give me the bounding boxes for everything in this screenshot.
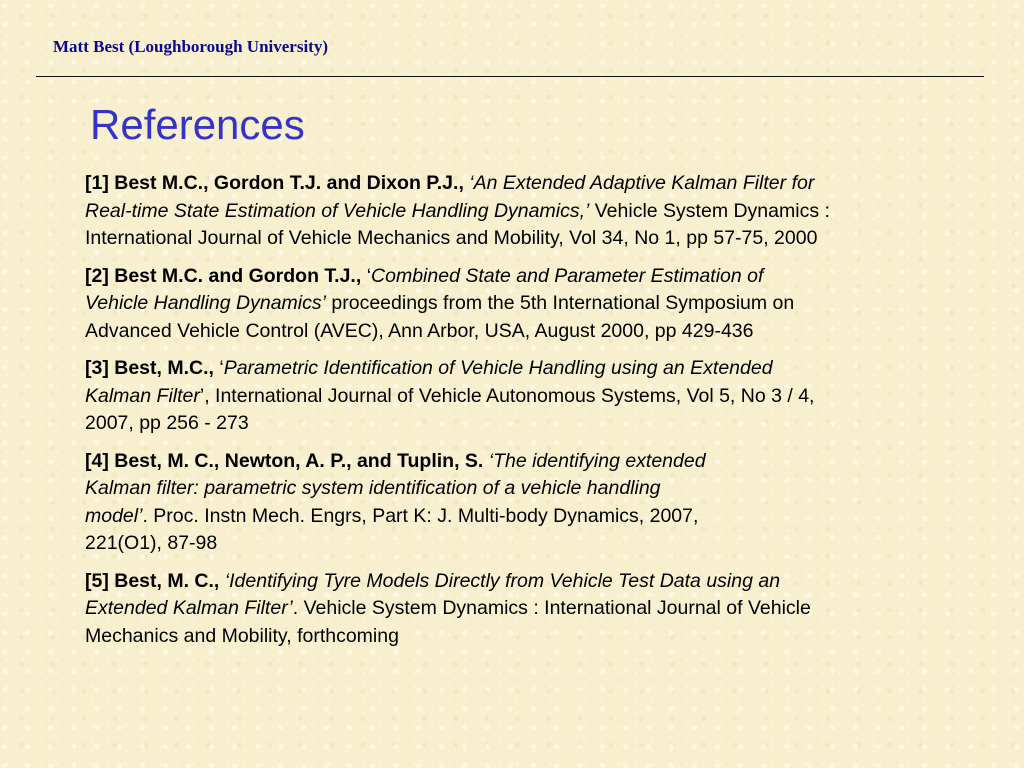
reference-line xyxy=(85,198,965,226)
reference-line xyxy=(85,383,965,411)
page-title: References xyxy=(90,101,305,148)
header-divider xyxy=(36,76,984,77)
reference-text: Vehicle System Dynamics : xyxy=(589,199,830,222)
reference-title: ‘Identifying Tyre Models Directly from Vehicle Test Data using an xyxy=(224,569,781,592)
reference-text: . Proc. Instn Mech. Engrs, Part K: J. Multi-body Dynamics, 2007, xyxy=(142,504,699,527)
reference-title: Kalman Filter xyxy=(85,384,200,407)
reference-title: Extended Kalman Filter’ xyxy=(85,597,293,619)
reference-authors: [5] Best, M. C., xyxy=(85,569,225,592)
reference-text: ‘ xyxy=(366,264,372,287)
reference-item xyxy=(85,170,965,253)
reference-item xyxy=(85,263,965,346)
reference-item xyxy=(85,355,965,438)
reference-line xyxy=(85,318,965,346)
reference-line xyxy=(85,263,965,291)
reference-item xyxy=(85,448,965,558)
reference-line xyxy=(85,410,965,438)
reference-authors: [3] Best, M.C., xyxy=(85,357,220,379)
reference-line xyxy=(85,595,965,623)
reference-title: Vehicle Handling Dynamics’ xyxy=(85,292,326,314)
reference-text: 221(O1), 87-98 xyxy=(85,532,218,554)
reference-line xyxy=(85,568,965,596)
reference-title: Real-time State Estimation of Vehicle Handling Dynamics,’ xyxy=(85,199,590,222)
reference-line xyxy=(85,355,965,383)
reference-line xyxy=(85,530,965,558)
reference-line xyxy=(85,290,965,318)
reference-title: Combined State and Parameter Estimation of xyxy=(371,264,764,287)
reference-text: Advanced Vehicle Control (AVEC), Ann Arbor, USA, August 2000, pp 429-436 xyxy=(85,319,754,342)
reference-line xyxy=(85,448,965,476)
reference-title: Kalman filter: parametric system identification of a vehicle handling xyxy=(85,477,661,499)
reference-authors: [1] Best M.C., Gordon T.J. and Dixon P.J., xyxy=(85,172,470,194)
reference-authors: [2] Best M.C. and Gordon T.J., xyxy=(85,264,367,287)
reference-text: ‘ xyxy=(219,357,224,379)
header-affiliation: Matt Best (Loughborough University) xyxy=(53,37,328,56)
reference-line xyxy=(85,503,965,531)
reference-text: Mechanics and Mobility, forthcoming xyxy=(85,624,399,647)
reference-text: International Journal of Vehicle Mechanics and Mobility, Vol 34, No 1, pp 57-75, 2000 xyxy=(85,227,818,249)
reference-line xyxy=(85,475,965,503)
reference-title: ‘An Extended Adaptive Kalman Filter for xyxy=(469,172,815,194)
references-list xyxy=(85,170,965,660)
reference-line xyxy=(85,170,965,198)
reference-authors: [4] Best, M. C., Newton, A. P., and Tuplin, S. xyxy=(85,449,489,472)
reference-text: 2007, pp 256 - 273 xyxy=(85,412,249,434)
reference-title: model’ xyxy=(85,504,143,527)
reference-line xyxy=(85,623,965,651)
reference-item xyxy=(85,568,965,651)
reference-text: proceedings from the 5th International Symposium on xyxy=(325,292,795,314)
reference-title: Parametric Identification of Vehicle Handling using an Extended xyxy=(223,357,773,379)
reference-text: . Vehicle System Dynamics : International Journal of Vehicle xyxy=(292,597,811,619)
reference-text: ’, International Journal of Vehicle Autonomous Systems, Vol 5, No 3 / 4, xyxy=(199,384,815,407)
reference-title: ‘The identifying extended xyxy=(488,449,706,472)
reference-line xyxy=(85,225,965,253)
